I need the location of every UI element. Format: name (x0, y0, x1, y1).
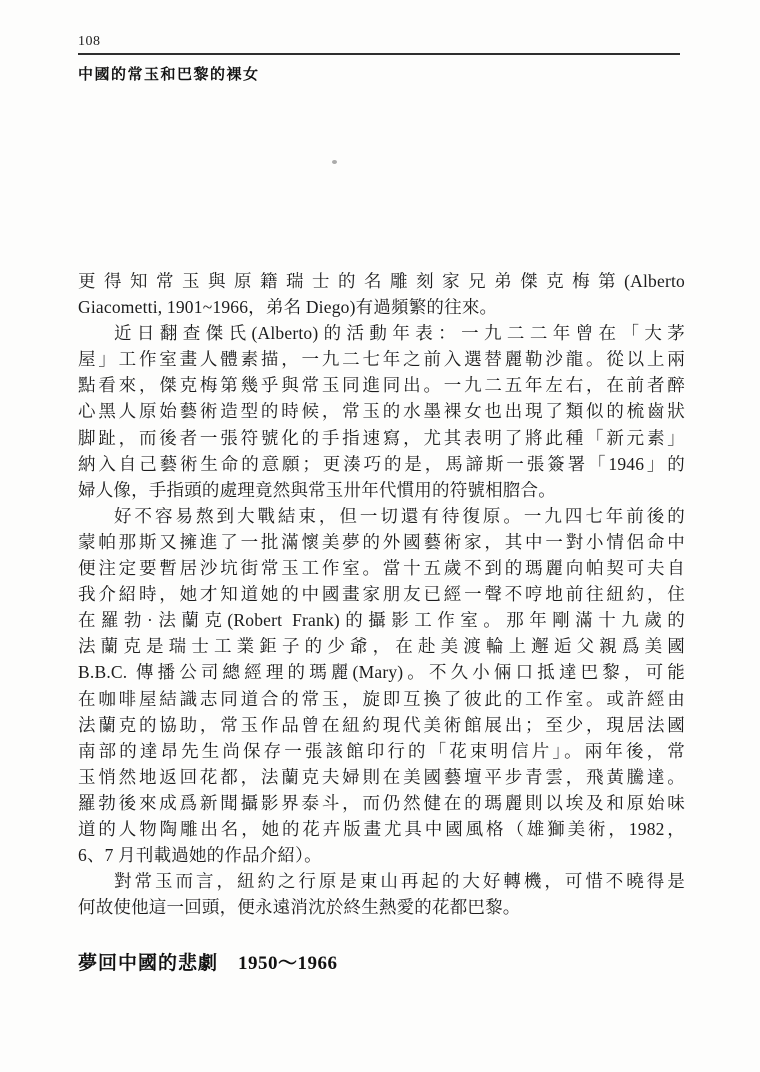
text-line: 玉悄然地返回花都，法蘭克夫婦則在美國藝壇平步青雲，飛黃騰達。 (78, 766, 685, 787)
text-line: 更得知常玉與原籍瑞士的名雕刻家兄弟傑克梅第(Alberto (78, 271, 685, 291)
text-line: 脚趾，而後者一張符號化的手指速寫，尤其表明了將此種「新元素」 (78, 427, 685, 448)
page-number: 108 (78, 34, 101, 49)
text-line: 在咖啡屋結識志同道合的常玉，旋即互換了彼此的工作室。或許經由 (78, 688, 685, 709)
text-line: 在羅勃·法蘭克(Robert Frank)的攝影工作室。那年剛滿十九歲的 (78, 610, 685, 631)
text-line: B.B.C. 傳播公司總經理的瑪麗(Mary)。不久小倆口抵達巴黎，可能 (78, 662, 685, 683)
text-line: 近日翻查傑氏(Alberto)的活動年表：一九二二年曾在「大茅 (114, 323, 685, 344)
header-rule (78, 53, 680, 55)
paragraph (78, 268, 685, 320)
text-line: 法蘭克的協助，常玉作品曾在紐約現代美術館展出；至少，現居法國 (78, 714, 685, 735)
text-line: 羅勃後來成爲新聞攝影界泰斗，而仍然健在的瑪麗則以埃及和原始味 (78, 792, 685, 813)
text-line: 屋」工作室畫人體素描，一九二七年之前入選替麗勒沙龍。從以上兩 (78, 349, 685, 370)
text-line: 便注定要暫居沙坑街常玉工作室。當十五歲不到的瑪麗向帕契可夫自 (78, 558, 685, 579)
section-heading (78, 948, 338, 975)
paragraph (78, 503, 685, 868)
text-line: 好不容易熬到大戰結束，但一切還有待復原。一九四七年前後的 (114, 505, 685, 526)
paragraph (78, 868, 685, 920)
text-line: 道的人物陶雕出名，她的花卉版畫尤具中國風格（雄獅美術，1982， (78, 818, 685, 839)
running-header-title: 中國的常玉和巴黎的裸女 (78, 66, 260, 83)
paragraph (78, 320, 685, 503)
text-line: 蒙帕那斯又擁進了一批滿懷美夢的外國藝術家，其中一對小情侶命中 (78, 531, 685, 552)
text-line: 何故使他這一回頭，便永遠消沈於終生熱愛的花都巴黎。 (78, 897, 521, 918)
text-line: 法蘭克是瑞士工業鉅子的少爺，在赴美渡輪上邂逅父親爲美國 (78, 636, 685, 657)
body-text (78, 268, 685, 920)
text-line: 納入自己藝術生命的意願；更湊巧的是，馬諦斯一張簽署「1946」的 (78, 453, 685, 474)
text-line: 南部的達昂先生尚保存一張該館印行的「花束明信片」。兩年後，常 (78, 740, 685, 761)
text-line: 心黑人原始藝術造型的時候，常玉的水墨裸女也出現了類似的梳齒狀 (78, 401, 685, 422)
section-heading-title: 夢回中國的悲劇 (78, 953, 219, 974)
section-heading-years: 1950～1966 (238, 953, 338, 974)
scan-speck (332, 160, 337, 164)
text-line: 6、7 月刊載過她的作品介紹）。 (78, 845, 322, 866)
text-line: 點看來，傑克梅第幾乎與常玉同進同出。一九二五年左右，在前者醉 (78, 375, 685, 396)
text-line: 我介紹時，她才知道她的中國畫家朋友已經一聲不哼地前往紐約，住 (78, 584, 685, 605)
page-header (78, 34, 680, 84)
text-line: 婦人像，手指頭的處理竟然與常玉卅年代慣用的符號相脗合。 (78, 479, 556, 500)
text-line: 對常玉而言，紐約之行原是東山再起的大好轉機，可惜不曉得是 (114, 871, 685, 892)
text-line: Giacometti, 1901~1966，弟名 Diego)有過頻繁的往來。 (78, 297, 498, 318)
